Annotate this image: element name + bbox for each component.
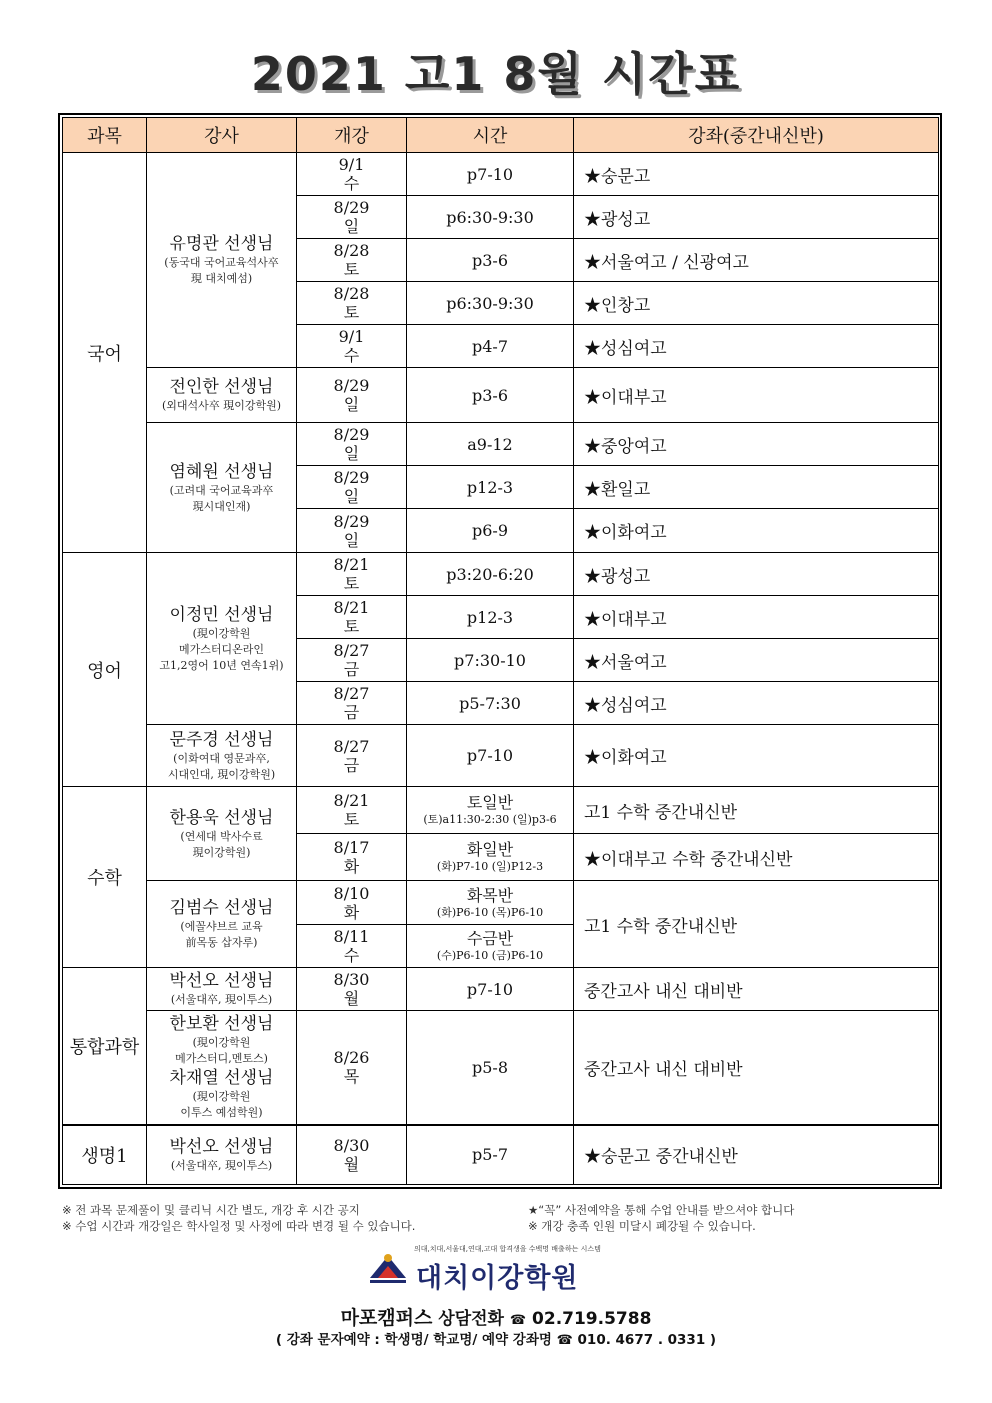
- start-date: 9/1 수: [297, 325, 407, 368]
- teacher-name: 한용욱 선생님: [169, 807, 274, 828]
- table-row: [63, 1125, 939, 1185]
- subject-bio: 생명1: [63, 1125, 147, 1185]
- teacher-name: 문주경 선생님: [169, 729, 274, 750]
- teacher-name: 한보환 선생님: [169, 1014, 274, 1035]
- course-name: 고1 수학 중간내신반: [574, 787, 939, 834]
- start-date: 8/10 화: [297, 881, 407, 925]
- teacher-cell: [147, 368, 297, 423]
- teacher-desc: (이화여대 영문과卒, 시대인대, 現이강학원): [167, 751, 276, 781]
- schedule-table: [62, 117, 939, 1185]
- start-date: 8/21 토: [297, 553, 407, 596]
- teacher-name: 박선오 선생님: [169, 1136, 274, 1157]
- class-schedule: (화)P6-10 (목)P6-10: [436, 905, 544, 919]
- teacher-cell: [147, 1125, 297, 1185]
- logo-tagline: 의대,치대,서울대,연대,고대 합격생을 수백명 배출하는 시스템: [414, 1245, 601, 1253]
- class-group: 화일반: [466, 840, 514, 859]
- table-row: [63, 153, 939, 196]
- course-name: ★중앙여고: [574, 423, 939, 466]
- class-time: [407, 925, 574, 968]
- teacher-desc: (서울대卒, 現이투스): [170, 1158, 273, 1172]
- course-name: ★광성고: [574, 553, 939, 596]
- class-time: p3-6: [407, 368, 574, 423]
- contact-phone: 02.719.5788: [532, 1309, 652, 1329]
- phone-icon: ☎: [509, 1313, 527, 1328]
- class-time: p4-7: [407, 325, 574, 368]
- reserve-text: ( 강좌 문자예약 : 학생명/ 학교명/ 예약 강좌명: [275, 1332, 552, 1348]
- course-name: ★이대부고: [574, 596, 939, 639]
- class-schedule: (수)P6-10 (금)P6-10: [436, 949, 544, 962]
- table-row: [63, 1011, 939, 1125]
- class-time: p7-10: [407, 725, 574, 787]
- class-time: p3-6: [407, 239, 574, 282]
- class-time: p12-3: [407, 466, 574, 509]
- header-subject: 과목: [63, 118, 147, 153]
- course-name: ★숭문고 중간내신반: [574, 1125, 939, 1185]
- course-name: ★서울여고 / 신광여고: [574, 239, 939, 282]
- class-time: p7-10: [407, 968, 574, 1011]
- class-time: p5-7: [407, 1125, 574, 1185]
- teacher-desc: (現이강학원 이투스 예섬학원): [180, 1090, 263, 1120]
- table-row: [63, 423, 939, 466]
- start-date: 8/29 일: [297, 509, 407, 553]
- class-time: p5-8: [407, 1011, 574, 1125]
- teacher-cell: [147, 725, 297, 787]
- teacher-name: 이정민 선생님: [169, 604, 274, 625]
- table-row: [63, 368, 939, 423]
- course-name: ★환일고: [574, 466, 939, 509]
- subject-korean: 국어: [63, 153, 147, 553]
- class-schedule: (토)a11:30-2:30 (일)p3-6: [423, 813, 557, 826]
- teacher-cell: [147, 553, 297, 725]
- teacher-name: 전인한 선생님: [169, 377, 274, 397]
- start-date: 8/30 월: [297, 1125, 407, 1185]
- class-time: p6:30-9:30: [407, 196, 574, 239]
- teacher-desc: (연세대 박사수료 現이강학원): [180, 829, 263, 859]
- teacher-cell: [147, 153, 297, 368]
- start-date: 8/27 금: [297, 682, 407, 725]
- course-name: 중간고사 내신 대비반: [574, 968, 939, 1011]
- teacher-cell: [147, 968, 297, 1011]
- course-name: ★광성고: [574, 196, 939, 239]
- course-name: ★숭문고: [574, 153, 939, 196]
- header-teacher: 강사: [147, 118, 297, 153]
- note-left-1: ※ 전 과목 문제풀이 및 클리닉 시간 별도, 개강 후 시간 공지: [62, 1203, 360, 1217]
- start-date: 8/29 일: [297, 368, 407, 423]
- start-date: 8/11 수: [297, 925, 407, 968]
- start-date: 8/17 화: [297, 834, 407, 881]
- note-right-1: ★“꼭” 사전예약을 통해 수업 안내를 받으셔야 합니다: [528, 1203, 795, 1217]
- teacher-desc: (現이강학원 메가스터디,멘토스): [175, 1036, 268, 1066]
- academy-logo: [366, 1244, 626, 1292]
- course-name: ★이화여고: [574, 509, 939, 553]
- page-title: 2021 고1 8월 시간표: [250, 47, 742, 101]
- teacher-desc: (에꼴샤브르 교육 前목동 삽자루): [180, 920, 263, 949]
- teacher-name: 김범수 선생님: [169, 898, 274, 918]
- contact-label: 상담전화: [438, 1309, 504, 1329]
- class-time: a9-12: [407, 423, 574, 466]
- campus-contact: [0, 1303, 992, 1330]
- logo-name: 대치이강학원: [416, 1263, 579, 1294]
- start-date: 8/29 일: [297, 196, 407, 239]
- table-row: [63, 881, 939, 925]
- teacher-cell: [147, 787, 297, 881]
- teacher-desc: (現이강학원 메가스터디온라인 고1,2영어 10년 연속1위): [159, 626, 284, 672]
- campus-name: 마포캠퍼스: [340, 1307, 433, 1329]
- course-name: 고1 수학 중간내신반: [574, 881, 939, 968]
- table-row: [63, 725, 939, 787]
- start-date: 8/29 일: [297, 423, 407, 466]
- class-time: p12-3: [407, 596, 574, 639]
- start-date: 8/29 일: [297, 466, 407, 509]
- course-name: ★이대부고: [574, 368, 939, 423]
- class-group: 화목반: [466, 885, 514, 905]
- course-name: ★서울여고: [574, 639, 939, 682]
- class-time: [407, 881, 574, 925]
- table-row: [63, 968, 939, 1011]
- subject-english: 영어: [63, 553, 147, 787]
- teacher-cell: [147, 881, 297, 968]
- start-date: 8/28 토: [297, 239, 407, 282]
- course-name: ★이화여고: [574, 725, 939, 787]
- header-course: 강좌(중간내신반): [574, 118, 939, 153]
- header-start: 개강: [297, 118, 407, 153]
- start-date: 8/28 토: [297, 282, 407, 325]
- class-time: p7-10: [407, 153, 574, 196]
- logo-mark-icon: [366, 1248, 410, 1288]
- sms-reservation: [0, 1328, 992, 1348]
- subject-science: 통합과학: [63, 968, 147, 1125]
- class-group: 토일반: [466, 793, 514, 812]
- start-date: 8/30 월: [297, 968, 407, 1011]
- teacher-desc: (외대석사卒 現이강학원): [161, 399, 282, 412]
- start-date: 8/27 금: [297, 725, 407, 787]
- class-time: p3:20-6:20: [407, 553, 574, 596]
- header-row: [63, 118, 939, 153]
- phone-icon: ☎: [556, 1333, 573, 1348]
- reserve-phone: 010. 4677 . 0331 ): [577, 1332, 717, 1348]
- start-date: 9/1 수: [297, 153, 407, 196]
- start-date: 8/26 목: [297, 1011, 407, 1125]
- class-time: p5-7:30: [407, 682, 574, 725]
- teacher-cell: [147, 423, 297, 553]
- course-name: ★인창고: [574, 282, 939, 325]
- class-schedule: (화)P7-10 (일)P12-3: [436, 860, 544, 873]
- header-time: 시간: [407, 118, 574, 153]
- teacher-name: 유명관 선생님: [169, 234, 274, 254]
- course-name: 중간고사 내신 대비반: [574, 1011, 939, 1125]
- note-right-2: ※ 개강 충족 인원 미달시 폐강될 수 있습니다.: [528, 1219, 756, 1233]
- teacher-name: 염혜원 선생님: [169, 461, 274, 482]
- teacher-desc: (동국대 국어교육석사卒 現 대치예섬): [164, 256, 279, 285]
- teacher-desc: (서울대卒, 現이투스): [170, 993, 273, 1006]
- teacher-name: 박선오 선생님: [169, 971, 274, 991]
- course-name: ★성심여고: [574, 682, 939, 725]
- teacher-name: 차재열 선생님: [169, 1068, 274, 1089]
- start-date: 8/21 토: [297, 787, 407, 834]
- class-time: [407, 834, 574, 881]
- start-date: 8/21 토: [297, 596, 407, 639]
- table-row: [63, 787, 939, 834]
- subject-math: 수학: [63, 787, 147, 968]
- class-group: 수금반: [466, 929, 514, 948]
- note-left-2: ※ 수업 시간과 개강일은 학사일정 및 사정에 따라 변경 될 수 있습니다.: [62, 1219, 416, 1233]
- course-name: ★성심여고: [574, 325, 939, 368]
- teacher-cell: [147, 1011, 297, 1125]
- class-time: p6-9: [407, 509, 574, 553]
- course-name: ★이대부고 수학 중간내신반: [574, 834, 939, 881]
- table-row: [63, 553, 939, 596]
- teacher-desc: (고려대 국어교육과卒 現시대인재): [169, 483, 274, 513]
- class-time: p6:30-9:30: [407, 282, 574, 325]
- class-time: p7:30-10: [407, 639, 574, 682]
- start-date: 8/27 금: [297, 639, 407, 682]
- class-time: [407, 787, 574, 834]
